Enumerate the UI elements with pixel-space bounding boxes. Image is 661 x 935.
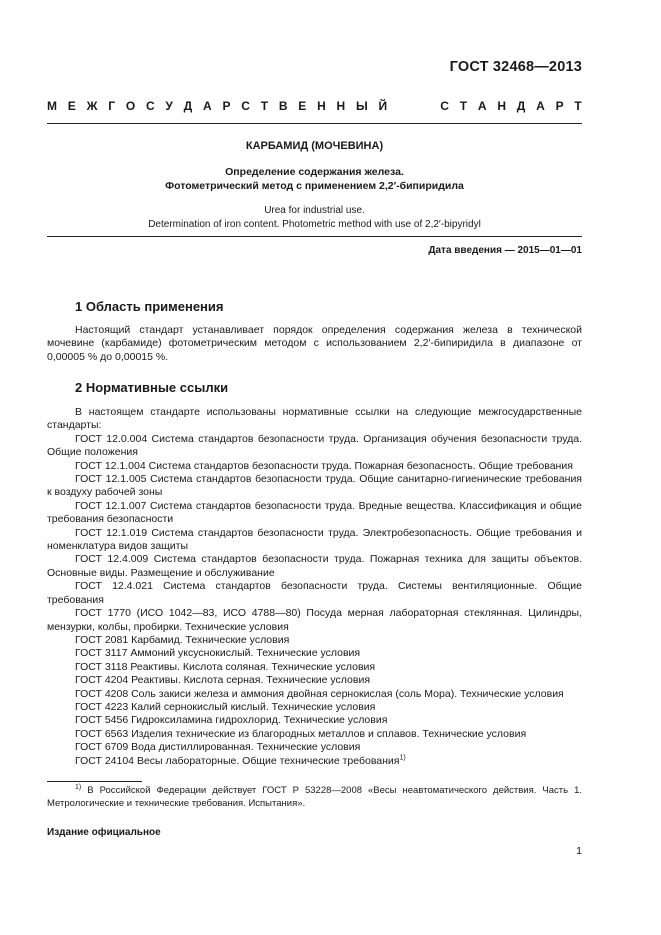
reference-item: ГОСТ 4223 Калий сернокислый кислый. Технические условия <box>75 700 376 713</box>
reference-item: ГОСТ 3118 Реактивы. Кислота соляная. Технические условия <box>75 660 376 673</box>
banner-letter: Н <box>336 99 346 113</box>
reference-text: ГОСТ 24104 Весы лабораторные. Общие технические требования <box>75 754 400 767</box>
banner-letter <box>426 99 429 113</box>
header-divider-top <box>47 123 582 124</box>
banner-letter: С <box>440 99 449 113</box>
banner-letter: Д <box>516 99 526 113</box>
reference-item: ГОСТ 6563 Изделия технические из благородных металлов и сплавов. Технические условия <box>75 727 527 740</box>
section2-heading: 2 Нормативные ссылки <box>75 380 229 395</box>
interstate-standard-banner <box>47 99 582 113</box>
footnote-divider <box>47 781 142 782</box>
section1-paragraph: Настоящий стандарт устанавливает порядок определения содержания железа в технической мочевине (карбамиде) фотометрическим методом с использованием 2,2′-бипиридила в диапазоне от 0,00005 % до 0,00015 %. <box>47 324 582 363</box>
banner-letter: У <box>165 99 173 113</box>
reference-item: ГОСТ 12.4.021 Система стандартов безопасности труда. Системы вентиляционные. Общие требования <box>47 580 582 606</box>
references-intro: В настоящем стандарте использованы нормативные ссылки на следующие межгосударственные стандарты: <box>47 406 582 432</box>
banner-letter <box>412 99 415 113</box>
banner-letter <box>398 99 401 113</box>
reference-item: ГОСТ 12.4.009 Система стандартов безопасности труда. Пожарная техника для защиты объектов. Основные виды. Размещение и обслуживание <box>47 553 582 579</box>
banner-letter: А <box>202 99 212 113</box>
gost-code: ГОСТ 32468—2013 <box>449 59 582 75</box>
banner-letter: В <box>278 99 288 113</box>
banner-letter: Н <box>497 99 506 113</box>
introduction-date: Дата введения — 2015—01—01 <box>428 245 582 256</box>
reference-item: ГОСТ 12.1.004 Система стандартов безопасности труда. Пожарная безопасность. Общие требования <box>75 459 573 472</box>
banner-letter: С <box>241 99 250 113</box>
reference-item: ГОСТ 12.0.004 Система стандартов безопасности труда. Организация обучения безопасности труда. Общие положения <box>47 432 582 459</box>
reference-item: ГОСТ 4208 Соль закиси железа и аммония двойная сернокислая (соль Мора). Технические условия <box>75 687 564 700</box>
document-title: КАРБАМИД (МОЧЕВИНА) <box>245 140 384 152</box>
document-subtitle-line1: Определение содержания железа. <box>225 166 404 178</box>
reference-item: ГОСТ 4204 Реактивы. Кислота серная. Технические условия <box>75 674 371 687</box>
banner-letter: Т <box>260 99 269 113</box>
banner-letter: А <box>477 99 487 113</box>
references-items <box>47 433 582 755</box>
banner-letter: Е <box>298 99 307 113</box>
english-title-line2: Determination of iron content. Photometric method with use of 2,2′-bipyridyl <box>148 219 481 230</box>
official-edition-label: Издание официальное <box>47 827 161 838</box>
reference-item: ГОСТ 3117 Аммоний уксуснокислый. Технические условия <box>75 647 361 660</box>
english-title-line1: Urea for industrial use. <box>264 205 365 216</box>
banner-letter: Р <box>555 99 564 113</box>
header-divider-bottom <box>47 236 582 237</box>
banner-letter: О <box>125 99 136 113</box>
document-subtitle-line2: Фотометрический метод с применением 2,2′-бипиридила <box>165 180 464 192</box>
section1-heading: 1 Область применения <box>75 299 224 314</box>
footnote-ref-mark[interactable]: 1) <box>399 754 406 762</box>
banner-letter: Д <box>183 99 193 113</box>
reference-item: ГОСТ 12.1.005 Система стандартов безопасности труда. Общие санитарно-гигиенические требования к воздуху рабочей зоны <box>47 473 582 499</box>
footnote-mark: 1) <box>75 783 82 791</box>
banner-letter: Н <box>317 99 326 113</box>
banner-letter: Р <box>222 99 231 113</box>
reference-item: ГОСТ 1770 (ИСО 1042—83, ИСО 4788—80) Посуда мерная лабораторная стеклянная. Цилиндры, мензурки, колбы, пробирки. Технические условия <box>47 607 582 633</box>
banner-letter: М <box>47 99 57 113</box>
banner-letter: Т <box>574 99 582 113</box>
reference-item: ГОСТ 12.1.007 Система стандартов безопасности труда. Вредные вещества. Классификация и общие требования безопасности <box>47 499 582 526</box>
reference-item-last <box>47 755 582 768</box>
banner-letter: Т <box>459 99 468 113</box>
page-number: 1 <box>576 845 582 857</box>
banner-letter: Ж <box>86 99 98 113</box>
reference-item: ГОСТ 2081 Карбамид. Технические условия <box>75 633 290 646</box>
banner-letter: Г <box>108 99 116 113</box>
reference-item: ГОСТ 12.1.019 Система стандартов безопасности труда. Электробезопасность. Общие требования и номенклатура видов защиты <box>47 526 582 553</box>
reference-item: ГОСТ 6709 Вода дистиллированная. Технические условия <box>75 741 361 754</box>
banner-letter: Ы <box>355 99 368 113</box>
banner-letter: А <box>536 99 545 113</box>
footnote-text: В Российской Федерации действует ГОСТ Р 53228—2008 «Весы неавтоматического действия. Часть 1. Метрологические и технические требования. Испытания». <box>47 785 582 809</box>
normative-references-list <box>47 406 582 768</box>
banner-letter: С <box>145 99 155 113</box>
reference-item: ГОСТ 5456 Гидроксиламина гидрохлорид. Технические условия <box>75 714 388 727</box>
banner-letter: Е <box>67 99 76 113</box>
banner-letter: Й <box>378 99 388 113</box>
footnote <box>47 784 582 810</box>
